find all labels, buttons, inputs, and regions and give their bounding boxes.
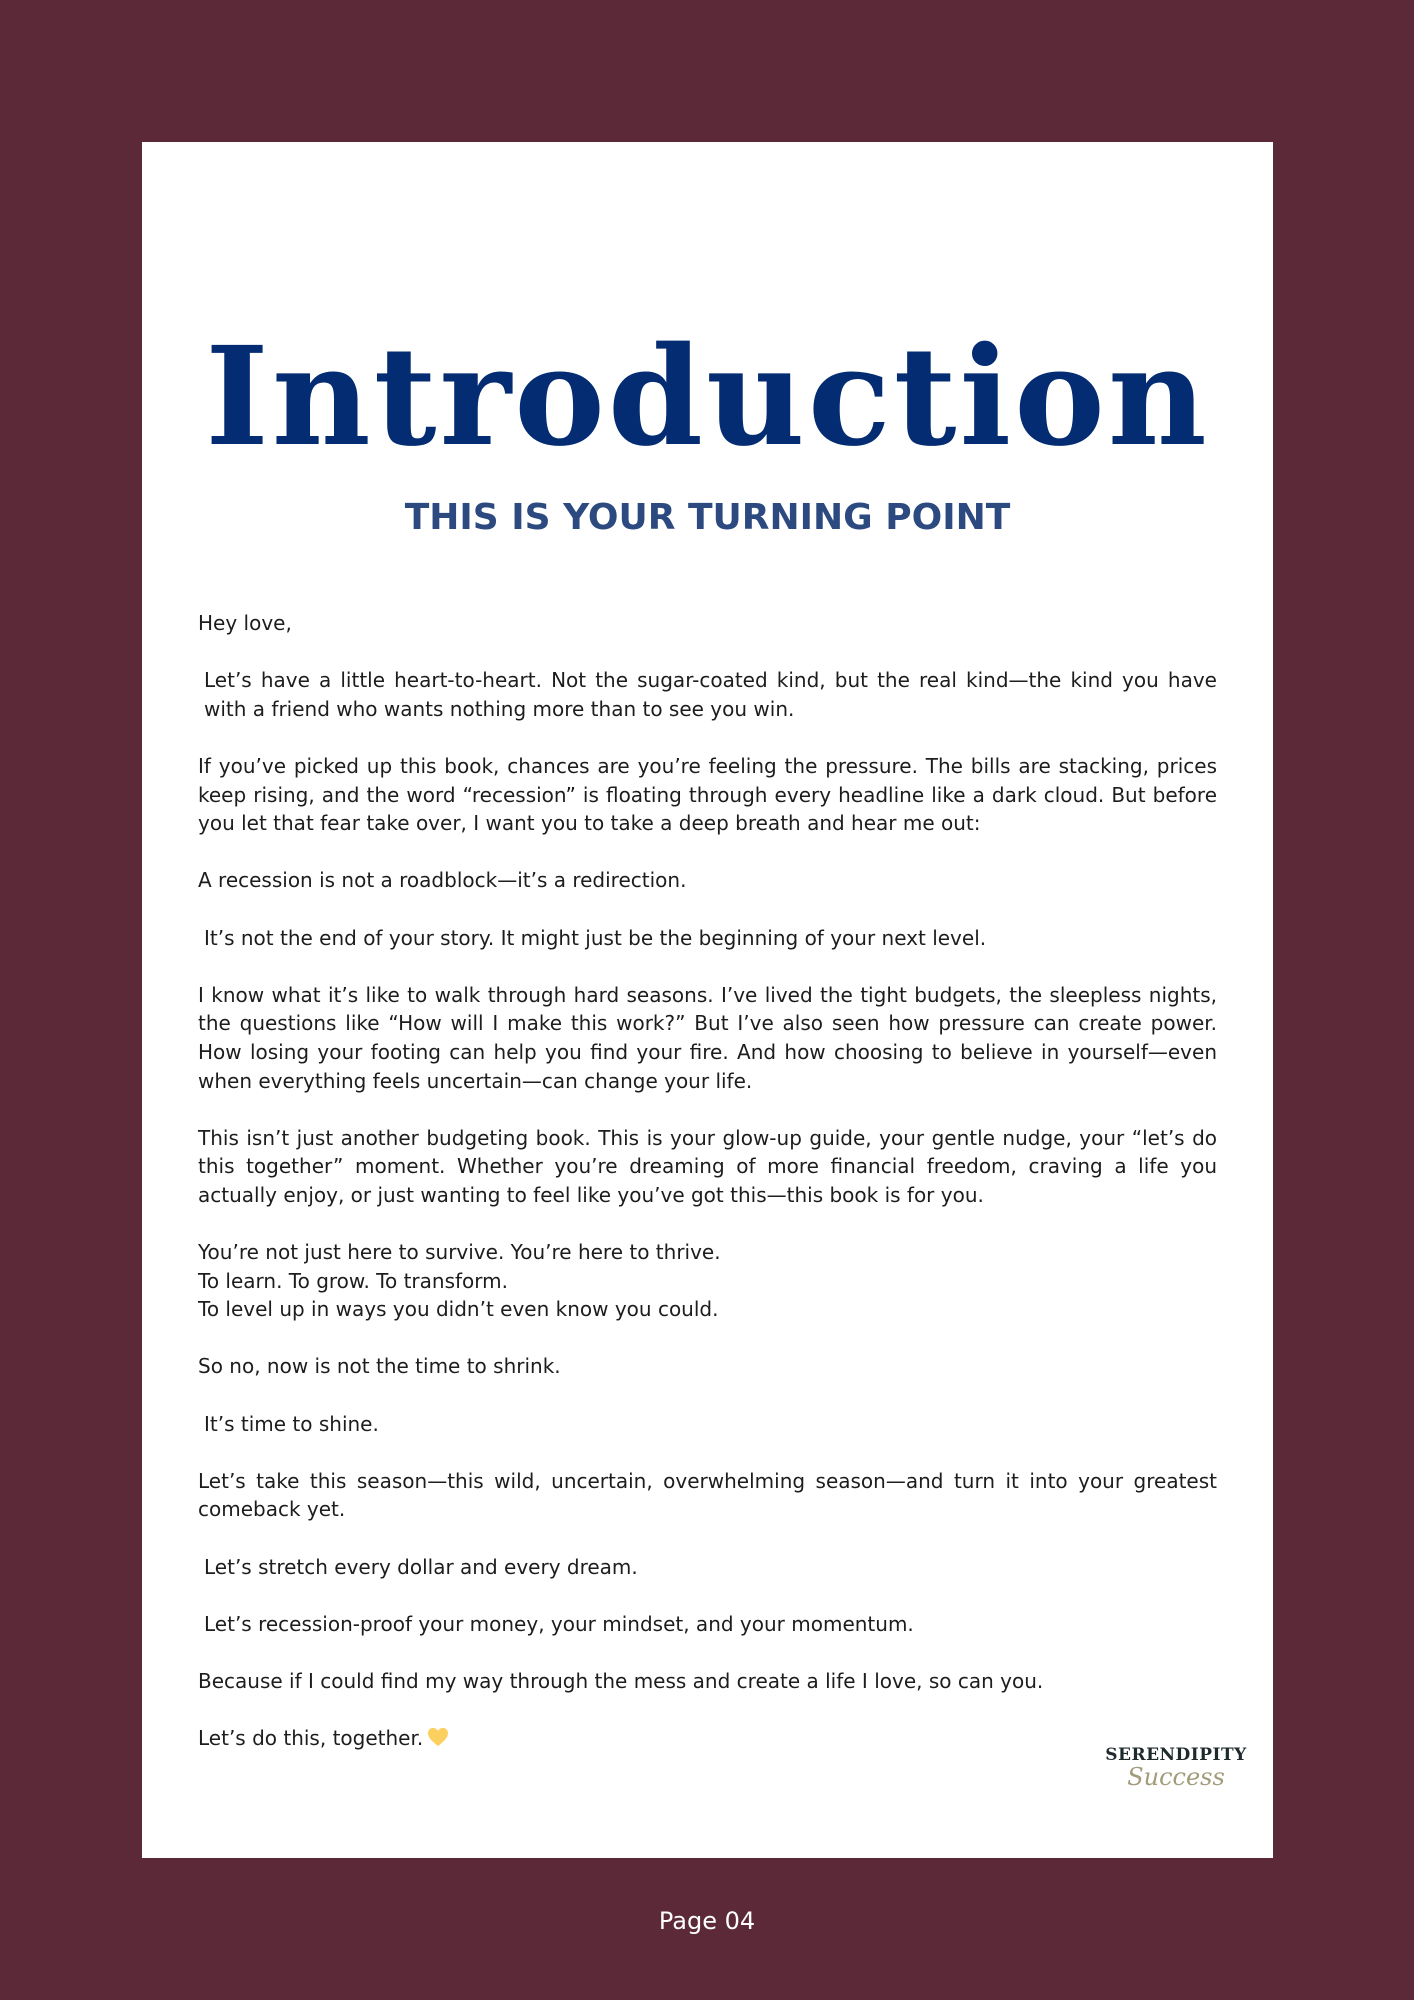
brand-name: SERENDIPITY	[1105, 1745, 1247, 1765]
paragraph-find-my-way: Because if I could find my way through the mess and create a life I love, so can you.	[198, 1668, 1044, 1693]
paragraph-shine: It’s time to shine.	[204, 1411, 379, 1436]
paragraph-stretch: Let’s stretch every dollar and every dream.	[204, 1554, 638, 1579]
document-page	[142, 142, 1273, 1858]
paragraph-pressure: If you’ve picked up this book, chances are you’re feeling the pressure. The bills are stacking, prices keep rising, and the word “recession” is floating through every headline like a dark cloud. But before you let that fear take over, I want you to take a deep breath and hear me out:	[198, 753, 1217, 836]
paragraph-heart-to-heart: Let’s have a little heart-to-heart. Not the sugar-coated kind, but the real kind—the kind you have with a friend who wants nothing more than to see you win.	[204, 668, 1217, 721]
paragraph-next-level: It’s not the end of your story. It might just be the beginning of your next level.	[204, 925, 987, 950]
paragraph-greeting: Hey love,	[198, 611, 292, 635]
yellow-heart-icon	[427, 1726, 449, 1755]
paragraph-comeback: Let’s take this season—this wild, uncertain, overwhelming season—and turn it into your greatest comeback yet.	[198, 1468, 1217, 1522]
page-subtitle: THIS IS YOUR TURNING POINT	[404, 497, 1011, 538]
page-title: Introduction	[205, 317, 1210, 477]
brand-script: Success	[1127, 1763, 1225, 1791]
paragraph-recession-proof: Let’s recession-proof your money, your mindset, and your momentum.	[204, 1611, 914, 1636]
page-number: Page 04	[658, 1907, 756, 1935]
paragraph-redirection: A recession is not a roadblock—it’s a redirection.	[198, 868, 687, 893]
thrive-line-2: To learn. To grow. To transform.	[198, 1268, 508, 1293]
brand-logo	[1101, 1745, 1251, 1791]
thrive-line-3: To level up in ways you didn’t even know you could.	[198, 1297, 719, 1322]
paragraph-glow-up: This isn’t just another budgeting book. This is your glow-up guide, your gentle nudge, your “let’s do this together” moment. Whether you’re dreaming of more financial freedom, craving a life you actually enjoy, or just wanting to feel like you’ve got this—this book is for you.	[198, 1125, 1217, 1207]
closing-text: Let’s do this, together.	[198, 1726, 424, 1751]
body-text	[198, 609, 1217, 1783]
thrive-line-1: You’re not just here to survive. You’re here to thrive.	[198, 1240, 721, 1265]
paragraph-thrive	[198, 1238, 1217, 1324]
paragraph-hard-seasons: I know what it’s like to walk through hard seasons. I’ve lived the tight budgets, the sleepless nights, the questions like “How will I make this work?” But I’ve also seen how pressure can create power. How losing your footing can help you find your fire. And how choosing to believe in yourself—even when everything feels uncertain—can change your life.	[198, 982, 1217, 1093]
paragraph-shrink: So no, now is not the time to shrink.	[198, 1354, 561, 1379]
paragraph-closing	[198, 1724, 1217, 1755]
